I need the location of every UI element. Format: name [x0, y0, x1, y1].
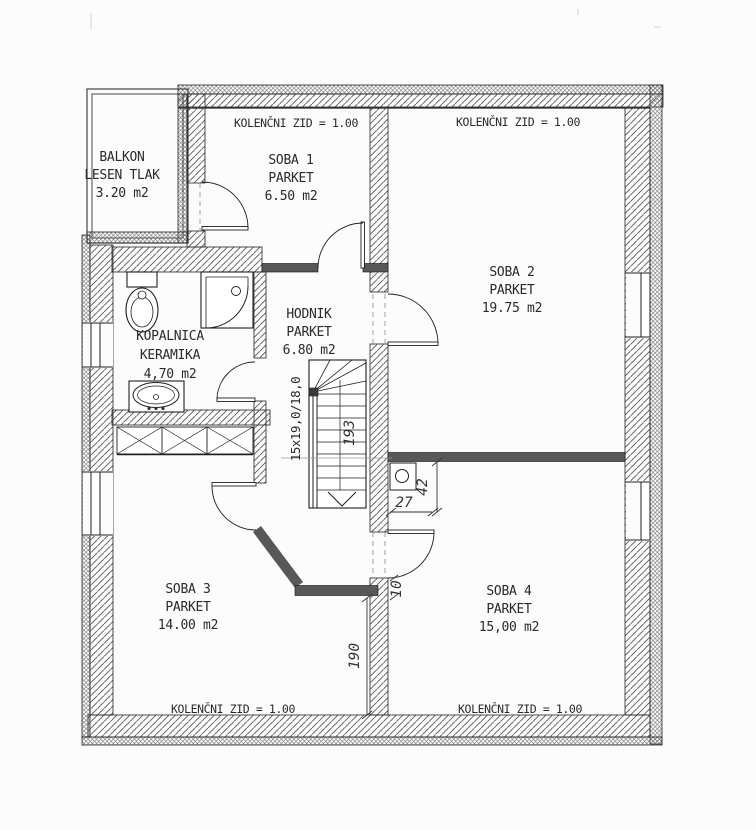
svg-text:19.75 m2: 19.75 m2	[481, 301, 543, 316]
knee-wall-label-bottom-left: KOLENČNI ZID = 1.00	[171, 702, 295, 716]
soba1-west-insulation	[178, 94, 187, 243]
bathroom-north-wall	[112, 247, 262, 272]
bottom-wall-insulation	[82, 737, 662, 745]
chimney-flue	[390, 463, 416, 490]
window-bathroom	[82, 322, 113, 368]
svg-text:KOPALNICA: KOPALNICA	[136, 329, 204, 344]
dim-wall-segment: 190	[347, 642, 363, 670]
knee-wall-label-bottom-right: KOLENČNI ZID = 1.00	[458, 702, 582, 716]
room-label-soba4	[479, 584, 539, 635]
wardrobe	[117, 427, 253, 455]
dim-flue-clearance: 42	[415, 478, 431, 496]
soba2-west-wall-lower	[370, 344, 388, 532]
window-soba2	[625, 272, 650, 338]
svg-text:4,70 m2: 4,70 m2	[143, 367, 197, 382]
svg-text:PARKET: PARKET	[286, 325, 332, 340]
svg-text:SOBA 4: SOBA 4	[486, 584, 532, 599]
svg-text:3.20 m2: 3.20 m2	[95, 186, 149, 201]
soba1-west-wall-lower	[187, 231, 205, 247]
stair-notation-label: 15x19,0/18,0	[288, 376, 303, 462]
svg-text:6.50 m2: 6.50 m2	[264, 189, 318, 204]
bottom-wall	[88, 715, 650, 737]
room-label-hodnik	[283, 307, 336, 358]
soba1-west-wall-upper	[187, 94, 205, 183]
svg-text:LESEN TLAK: LESEN TLAK	[84, 168, 160, 183]
window-soba4	[625, 481, 650, 541]
hallway-south-partition	[295, 586, 378, 596]
room-label-soba3	[158, 582, 218, 633]
balcony-threshold	[87, 232, 188, 243]
room-label-soba2	[482, 265, 542, 316]
knee-wall-label-top-right: KOLENČNI ZID = 1.00	[456, 115, 580, 129]
top-wall	[178, 94, 663, 107]
right-wall	[625, 108, 650, 715]
soba1-south-partition-stub	[363, 264, 388, 273]
right-wall-insulation	[650, 85, 662, 744]
svg-text:PARKET: PARKET	[486, 602, 532, 617]
svg-text:15,00 m2: 15,00 m2	[478, 620, 540, 635]
shower-fixture	[201, 272, 253, 328]
washbasin-fixture	[129, 381, 184, 412]
svg-text:PARKET: PARKET	[165, 600, 211, 615]
svg-text:SOBA 3: SOBA 3	[165, 582, 211, 597]
toilet-fixture	[126, 272, 158, 332]
dim-partition-thickness: 10	[389, 580, 405, 598]
dim-flue-width: 27	[395, 495, 413, 511]
svg-text:6.80 m2: 6.80 m2	[282, 343, 336, 358]
room-label-soba1	[265, 153, 318, 204]
dim-stair-run: 193	[342, 419, 358, 447]
knee-wall-label-top-left: KOLENČNI ZID = 1.00	[234, 116, 358, 130]
soba3-soba4-divider-wall	[370, 578, 388, 715]
room-label-kopalnica	[136, 329, 204, 382]
bathroom-east-wall-lower	[254, 401, 266, 483]
svg-text:HODNIK: HODNIK	[286, 307, 332, 322]
svg-text:PARKET: PARKET	[268, 171, 314, 186]
soba1-south-partition	[262, 264, 318, 273]
svg-text:SOBA 1: SOBA 1	[268, 153, 314, 168]
window-soba3	[82, 471, 113, 536]
svg-text:PARKET: PARKET	[489, 283, 535, 298]
svg-text:KERAMIKA: KERAMIKA	[139, 348, 201, 363]
top-wall-insulation	[178, 85, 663, 94]
svg-text:BALKON: BALKON	[99, 150, 145, 165]
soba2-soba4-partition	[388, 453, 625, 462]
bathroom-east-wall-upper	[254, 272, 266, 358]
svg-text:SOBA 2: SOBA 2	[489, 265, 535, 280]
svg-text:14.00 m2: 14.00 m2	[157, 618, 219, 633]
